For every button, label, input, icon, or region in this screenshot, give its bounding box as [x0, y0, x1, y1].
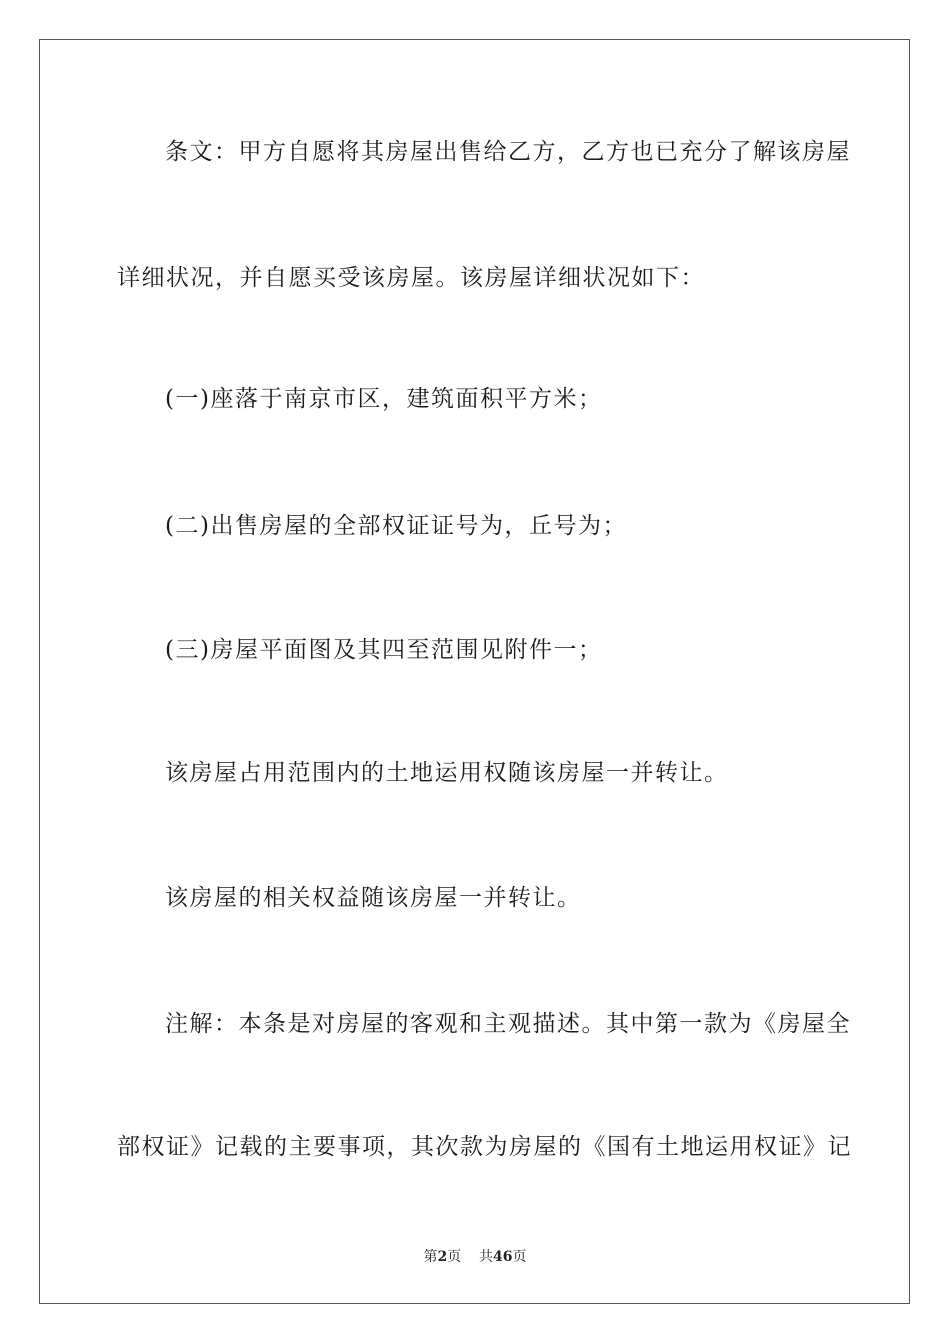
page-frame	[39, 39, 910, 1304]
paragraph-line: 部权证》记载的主要事项，其次款为房屋的《国有土地运用权证》记	[117, 1134, 852, 1160]
paragraph-line: 条文：甲方自愿将其房屋出售给乙方，乙方也已充分了解该房屋	[165, 139, 851, 165]
paragraph-line: (一)座落于南京市区，建筑面积平方米；	[165, 386, 603, 412]
page-footer	[0, 1249, 950, 1265]
total-prefix: 共	[479, 1249, 494, 1265]
page-prefix: 第	[423, 1249, 438, 1265]
page-suffix: 页	[447, 1249, 462, 1265]
paragraph-line: (三)房屋平面图及其四至范围见附件一；	[165, 637, 603, 663]
page-number: 2	[437, 1249, 448, 1265]
paragraph-line: 该房屋占用范围内的土地运用权随该房屋一并转让。	[165, 760, 729, 786]
paragraph-line: 注解：本条是对房屋的客观和主观描述。其中第一款为《房屋全	[165, 1011, 851, 1037]
paragraph-line: (二)出售房屋的全部权证证号为，丘号为；	[165, 513, 627, 539]
total-pages: 46	[493, 1249, 513, 1265]
paragraph-line: 该房屋的相关权益随该房屋一并转让。	[165, 885, 582, 911]
paragraph-line: 详细状况，并自愿买受该房屋。该房屋详细状况如下：	[117, 265, 705, 291]
total-suffix: 页	[512, 1249, 527, 1265]
